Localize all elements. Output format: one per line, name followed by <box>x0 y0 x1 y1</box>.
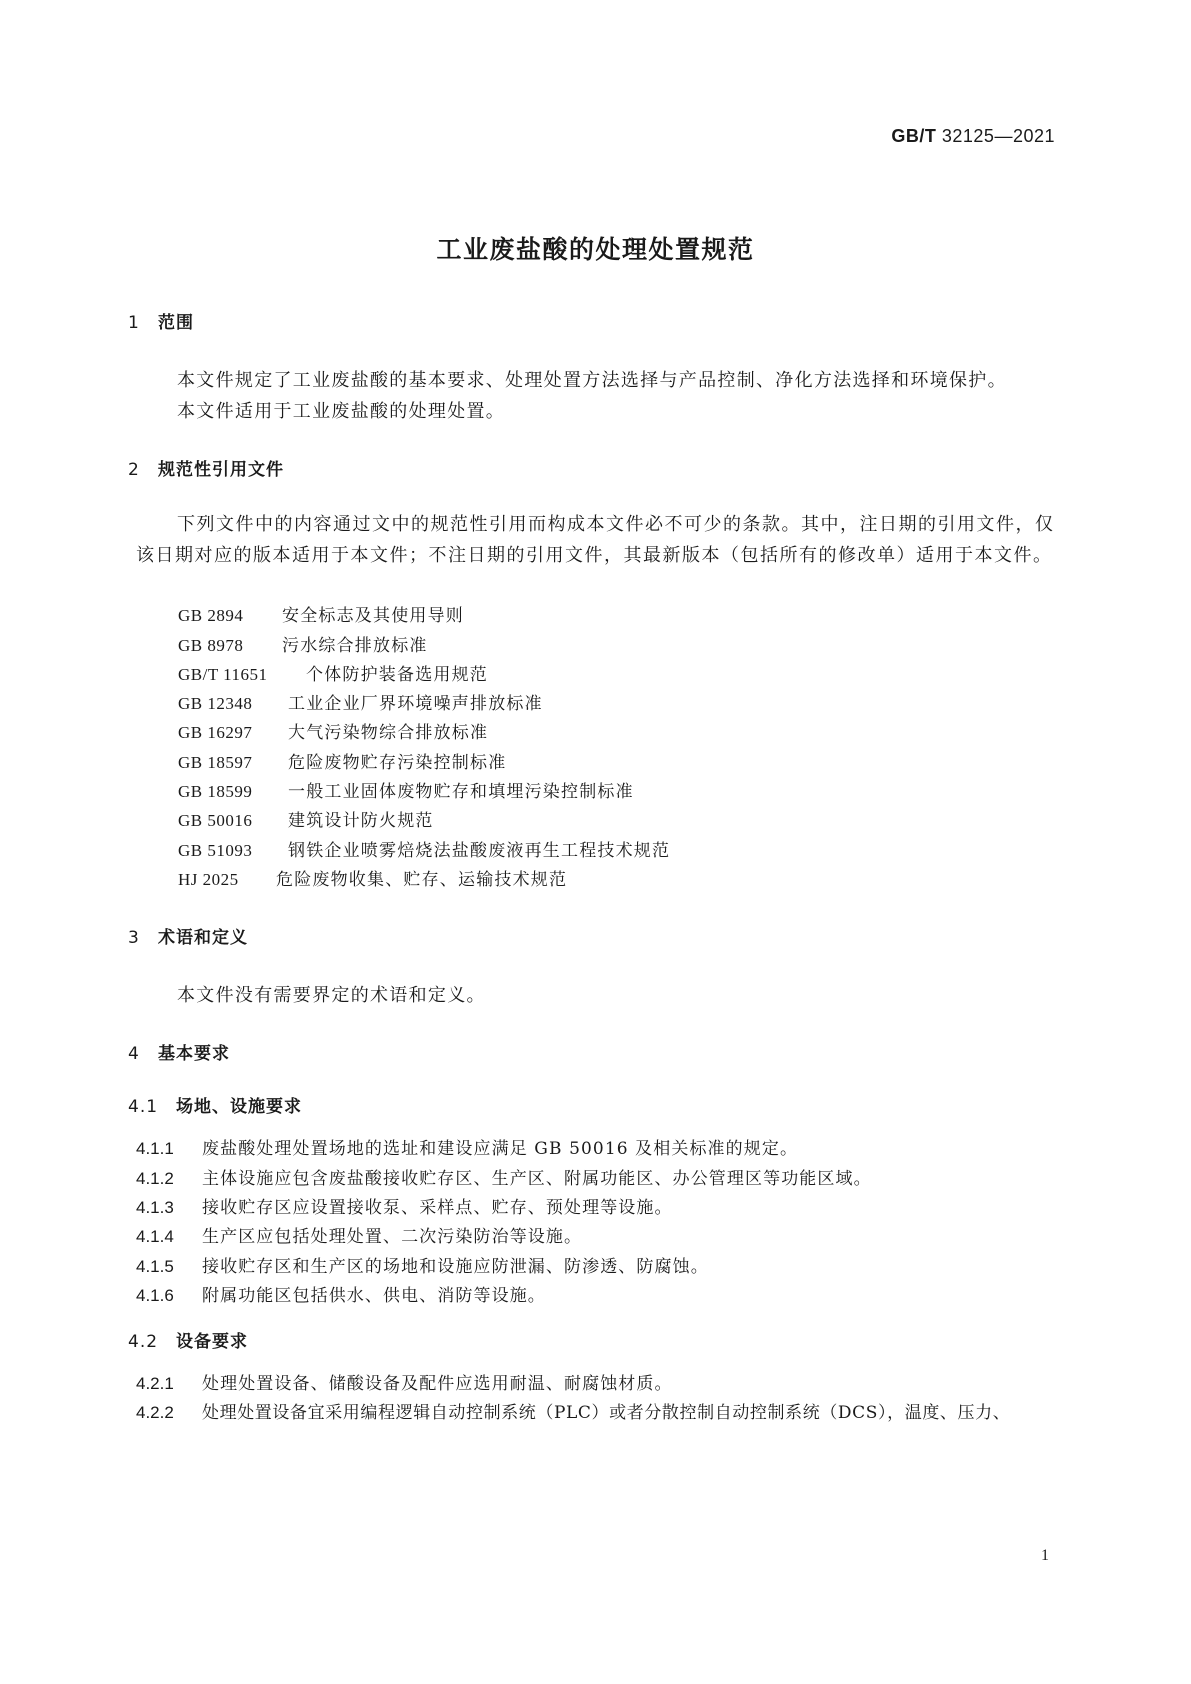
reference-code: GB 51093 <box>178 841 253 860</box>
reference-title: 工业企业厂界环境噪声排放标准 <box>288 694 543 714</box>
reference-code: GB 18597 <box>178 753 253 772</box>
section-number: 1 <box>128 313 140 333</box>
clause-item <box>136 1164 872 1189</box>
clause-item <box>136 1252 709 1277</box>
clause-text: 废盐酸处理处置场地的选址和建设应满足 GB 50016 及相关标准的规定。 <box>202 1139 799 1159</box>
reference-item <box>178 836 670 861</box>
section-number: 3 <box>128 928 140 948</box>
section-1-heading <box>128 308 194 333</box>
document-title: 工业废盐酸的处理处置规范 <box>436 235 755 264</box>
subsection-number: 4.2 <box>128 1332 159 1352</box>
clause-number: 4.1.1 <box>136 1139 174 1158</box>
section-4-heading <box>128 1039 230 1064</box>
clause-text: 处理处置设备宜采用编程逻辑自动控制系统（PLC）或者分散控制自动控制系统（DCS），温度、压力、 <box>202 1403 1011 1423</box>
reference-item <box>178 631 428 656</box>
reference-code: GB 50016 <box>178 811 253 830</box>
clause-text: 附属功能区包括供水、供电、消防等设施。 <box>202 1286 546 1306</box>
standard-code <box>891 126 1055 147</box>
reference-item <box>178 748 506 773</box>
clause-item <box>136 1222 582 1247</box>
section-title: 基本要求 <box>158 1044 230 1064</box>
clause-text: 处理处置设备、储酸设备及配件应选用耐温、耐腐蚀材质。 <box>202 1374 673 1394</box>
section-number: 4 <box>128 1044 140 1064</box>
clause-item <box>136 1398 1010 1423</box>
clause-text: 主体设施应包含废盐酸接收贮存区、生产区、附属功能区、办公管理区等功能区域。 <box>202 1169 872 1189</box>
reference-code: HJ 2025 <box>178 870 239 889</box>
reference-item <box>178 660 488 685</box>
clause-text: 生产区应包括处理处置、二次污染防治等设施。 <box>202 1227 583 1247</box>
clause-text: 接收贮存区应设置接收泵、采样点、贮存、预处理等设施。 <box>202 1198 673 1218</box>
reference-code: GB 2894 <box>178 606 244 625</box>
page-number: 1 <box>1041 1547 1049 1564</box>
reference-item <box>178 865 567 890</box>
clause-number: 4.1.4 <box>136 1227 174 1246</box>
reference-title: 危险废物贮存污染控制标准 <box>288 753 507 773</box>
clause-number: 4.1.6 <box>136 1286 174 1305</box>
clause-text: 接收贮存区和生产区的场地和设施应防泄漏、防渗透、防腐蚀。 <box>202 1257 709 1277</box>
reference-item <box>178 806 434 831</box>
reference-title: 大气污染物综合排放标准 <box>288 723 489 743</box>
standard-code-number: 32125—2021 <box>941 126 1055 146</box>
reference-code: GB 18599 <box>178 782 253 801</box>
standard-code-prefix: GB/T <box>891 126 937 146</box>
reference-title: 安全标志及其使用导则 <box>282 606 464 626</box>
clause-number: 4.2.1 <box>136 1374 174 1393</box>
subsection-title: 场地、设施要求 <box>176 1097 302 1117</box>
normative-references-intro: 下列文件中的内容通过文中的规范性引用而构成本文件必不可少的条款。其中，注日期的引用文件，仅该日期对应的版本适用于本文件；不注日期的引用文件，其最新版本（包括所有的修改单）适用于本文件。 <box>136 514 1055 566</box>
clause-number: 4.1.5 <box>136 1257 174 1276</box>
clause-item <box>136 1193 673 1218</box>
reference-title: 危险废物收集、贮存、运输技术规范 <box>276 870 568 890</box>
subsection-title: 设备要求 <box>176 1332 248 1352</box>
section-2-heading <box>128 455 284 480</box>
reference-item <box>178 718 488 743</box>
section-number: 2 <box>128 460 140 480</box>
section-title: 规范性引用文件 <box>158 460 284 480</box>
reference-title: 建筑设计防火规范 <box>288 811 434 831</box>
reference-code: GB 16297 <box>178 723 253 742</box>
terms-paragraph: 本文件没有需要界定的术语和定义。 <box>177 985 486 1006</box>
reference-code: GB 8978 <box>178 636 244 655</box>
reference-title: 个体防护装备选用规范 <box>306 665 488 685</box>
subsection-4-1-heading <box>128 1092 302 1117</box>
reference-item <box>178 777 634 802</box>
clause-number: 4.1.3 <box>136 1198 174 1217</box>
clause-number: 4.2.2 <box>136 1403 174 1422</box>
reference-title: 钢铁企业喷雾焙烧法盐酸废液再生工程技术规范 <box>288 841 671 861</box>
reference-item <box>178 601 464 626</box>
scope-paragraph-2: 本文件适用于工业废盐酸的处理处置。 <box>177 401 506 422</box>
clause-item <box>136 1369 673 1394</box>
subsection-4-2-heading <box>128 1327 248 1352</box>
reference-code: GB 12348 <box>178 694 253 713</box>
scope-paragraph-1: 本文件规定了工业废盐酸的基本要求、处理处置方法选择与产品控制、净化方法选择和环境保护。 <box>177 370 1007 391</box>
reference-code: GB/T 11651 <box>178 665 268 684</box>
section-title: 术语和定义 <box>158 928 248 948</box>
reference-title: 污水综合排放标准 <box>282 636 428 656</box>
section-3-heading <box>128 923 248 948</box>
clause-item <box>136 1281 546 1306</box>
reference-title: 一般工业固体废物贮存和填埋污染控制标准 <box>288 782 634 802</box>
clause-item <box>136 1134 798 1159</box>
subsection-number: 4.1 <box>128 1097 159 1117</box>
clause-number: 4.1.2 <box>136 1169 174 1188</box>
reference-item <box>178 689 543 714</box>
section-title: 范围 <box>158 313 194 333</box>
